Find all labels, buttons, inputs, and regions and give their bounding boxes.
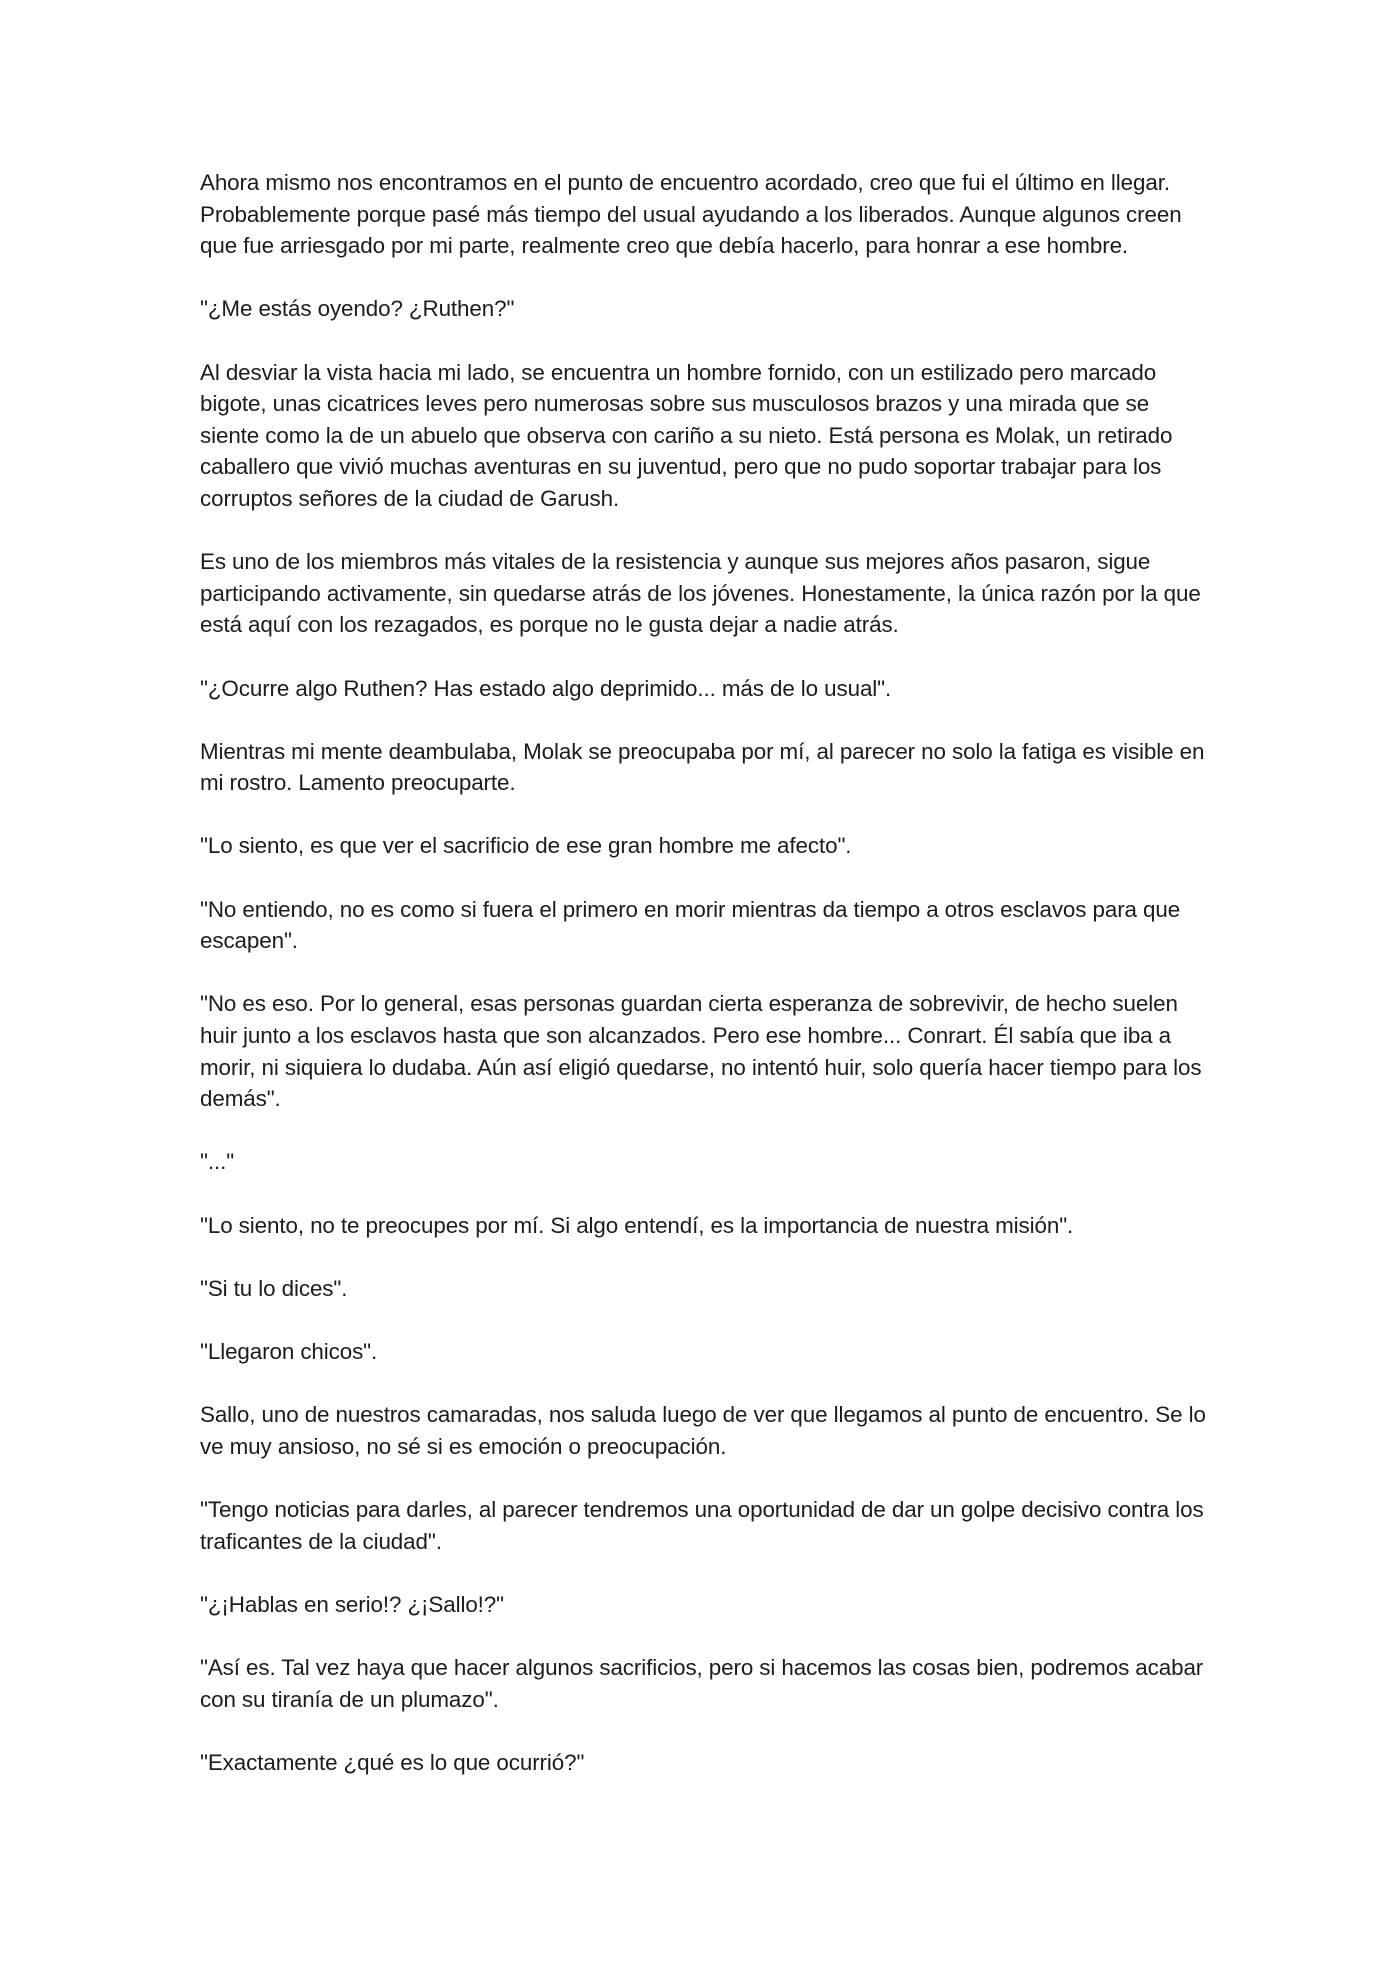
paragraph: "No es eso. Por lo general, esas personas guardan cierta esperanza de sobrevivir, de hecho suelen huir junto a los esclavos hasta que son alcanzados. Pero ese hombre... Conrart. Él sabía que iba a morir, ni siquiera lo dudaba. Aún así eligió quedarse, no intentó huir, solo quería hacer tiempo para los demás".	[200, 991, 1202, 1112]
paragraph: "¿Ocurre algo Ruthen? Has estado algo deprimido... más de lo usual".	[200, 675, 892, 701]
paragraph: "No entiendo, no es como si fuera el primero en morir mientras da tiempo a otros esclavos para que escapen".	[200, 896, 1181, 954]
paragraph: "¿¡Hablas en serio!? ¿¡Sallo!?"	[200, 1591, 504, 1617]
paragraph: Mientras mi mente deambulaba, Molak se preocupaba por mí, al parecer no solo la fatiga es visible en mi rostro. Lamento preocuparte.	[200, 738, 1205, 796]
paragraph: Sallo, uno de nuestros camaradas, nos saluda luego de ver que llegamos al punto de encuentro. Se lo ve muy ansioso, no sé si es emoción o preocupación.	[200, 1402, 1206, 1459]
paragraph: "Tengo noticias para darles, al parecer tendremos una oportunidad de dar un golpe decisivo contra los traficantes de la ciudad".	[200, 1496, 1204, 1554]
paragraph: "Si tu lo dices".	[200, 1275, 348, 1301]
paragraph: Al desviar la vista hacia mi lado, se encuentra un hombre fornido, con un estilizado pero marcado bigote, unas cicatrices leves pero numerosas sobre sus musculosos brazos y una mirada que se siente como la de un abuelo que observa con cariño a su nieto. Está persona es Molak, un retirado caballero que vivió muchas aventuras en su juventud, pero que no pudo soportar trabajar para los corruptos señores de la ciudad de Garush.	[200, 359, 1173, 511]
paragraph: "Llegaron chicos".	[200, 1338, 378, 1364]
paragraph: "Así es. Tal vez haya que hacer algunos sacrificios, pero si hacemos las cosas bien, podremos acabar con su tiranía de un plumazo".	[200, 1654, 1204, 1712]
paragraph: Ahora mismo nos encontramos en el punto de encuentro acordado, creo que fui el último en llegar. Probablemente porque pasé más tiempo del usual ayudando a los liberados. Aunque algunos creen que fue arriesgado por mi parte, realmente creo que debía hacerlo, para honrar a ese hombre.	[200, 170, 1182, 259]
paragraph: "Exactamente ¿qué es lo que ocurrió?"	[200, 1749, 585, 1775]
paragraph: "..."	[200, 1149, 235, 1175]
paragraph: "Lo siento, es que ver el sacrificio de ese gran hombre me afecto".	[200, 833, 852, 859]
paragraph: Es uno de los miembros más vitales de la resistencia y aunque sus mejores años pasaron, sigue participando activamente, sin quedarse atrás de los jóvenes. Honestamente, la única razón por la que está aquí con los rezagados, es porque no le gusta dejar a nadie atrás.	[200, 549, 1201, 638]
paragraph: "Lo siento, no te preocupes por mí. Si algo entendí, es la importancia de nuestra misión".	[200, 1212, 1074, 1238]
paragraph: "¿Me estás oyendo? ¿Ruthen?"	[200, 296, 515, 322]
body-text	[200, 167, 1210, 1810]
